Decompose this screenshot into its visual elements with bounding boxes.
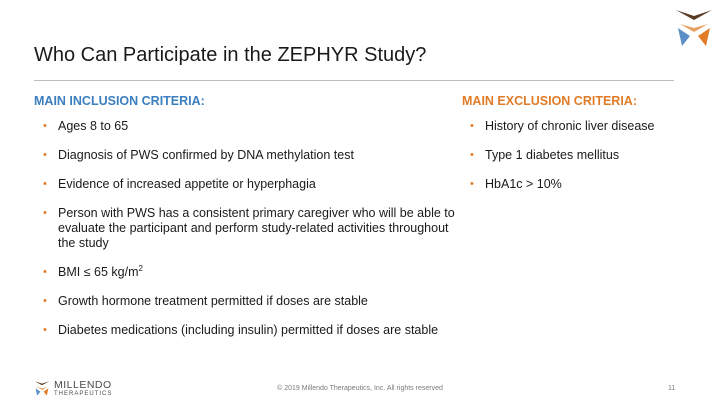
inclusion-item-text: Growth hormone treatment permitted if doses are stable [58,294,368,308]
inclusion-item-text: Ages 8 to 65 [58,119,129,133]
bullet-icon: • [470,178,474,190]
page-number: 11 [668,385,676,392]
inclusion-item-text: BMI ≤ 65 kg/m [58,265,139,279]
inclusion-list [43,119,458,338]
bullet-icon: • [43,266,47,278]
inclusion-item-text: Diabetes medications (including insulin) permitted if doses are stable [58,323,439,337]
exclusion-heading: MAIN EXCLUSION CRITERIA: [462,94,637,108]
bullet-icon: • [43,120,47,132]
inclusion-item-text: Diagnosis of PWS confirmed by DNA methylation test [58,148,354,162]
exclusion-item [470,119,700,134]
exclusion-item [470,148,700,163]
inclusion-item [43,177,458,192]
bullet-icon: • [43,324,47,336]
inclusion-item [43,119,458,134]
millendo-logo-icon [674,6,714,48]
bullet-icon: • [43,207,47,219]
bullet-icon: • [470,149,474,161]
inclusion-item [43,294,458,309]
inclusion-item [43,148,458,163]
bullet-icon: • [470,120,474,132]
bullet-icon: • [43,178,47,190]
footer-brand-sub: THERAPEUTICS [54,391,113,397]
inclusion-item [43,263,458,280]
copyright-text: © 2019 Millendo Therapeutics, Inc. All rights reserved [277,385,443,392]
bmi-superscript: 2 [138,263,143,273]
exclusion-list [470,119,700,192]
inclusion-item [43,323,458,338]
bullet-icon: • [43,295,47,307]
footer-brand: MILLENDO [54,379,112,391]
exclusion-item [470,177,700,192]
exclusion-item-text: HbA1c > 10% [485,177,562,191]
inclusion-item [43,206,458,251]
exclusion-item-text: History of chronic liver disease [485,119,655,133]
title-divider [34,80,674,81]
slide-title: Who Can Participate in the ZEPHYR Study? [34,44,427,66]
inclusion-item-text: Person with PWS has a consistent primary caregiver who will be able to evaluate the participant and perform study-related activities throughout the study [58,206,455,250]
bullet-icon: • [43,149,47,161]
inclusion-heading: MAIN INCLUSION CRITERIA: [34,94,205,108]
exclusion-item-text: Type 1 diabetes mellitus [485,148,620,162]
inclusion-item-text: Evidence of increased appetite or hyperphagia [58,177,316,191]
